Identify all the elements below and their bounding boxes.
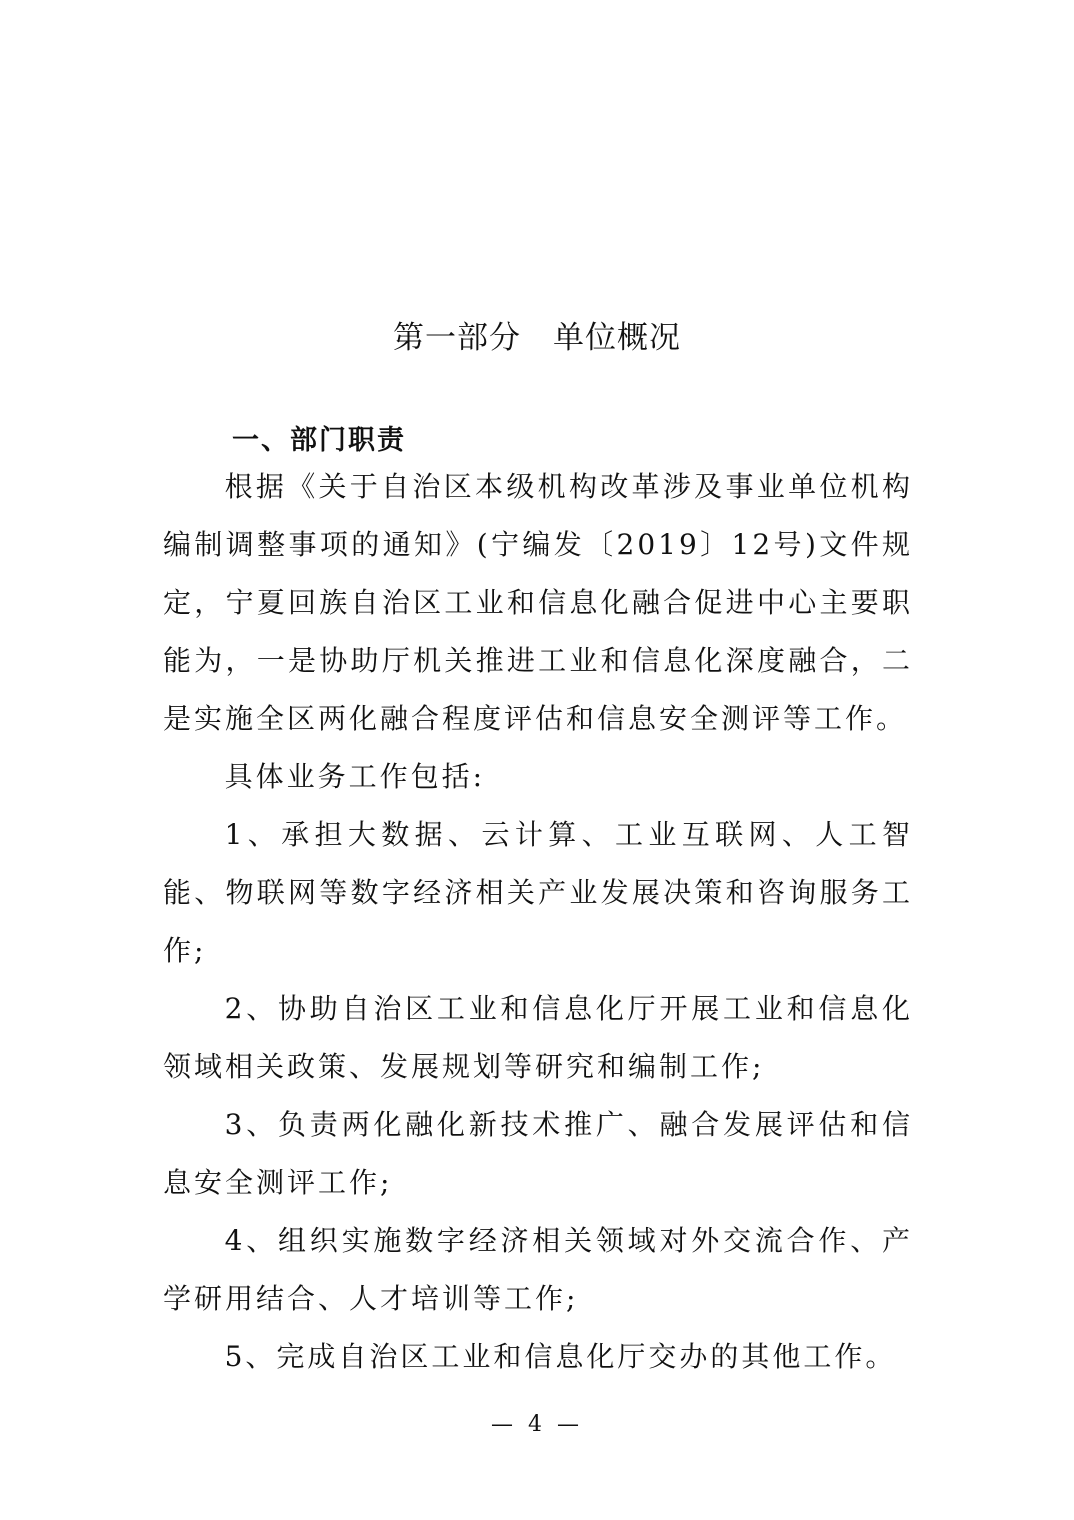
list-item-3: 3、负责两化融化新技术推广、融合发展评估和信息安全测评工作; [163,1108,913,1199]
section-heading: 一、部门职责 [232,425,406,456]
page-title: 第一部分 单位概况 [393,320,681,356]
page-number: — 4 — [491,1412,583,1437]
list-item-2: 2、协助自治区工业和信息化厅开展工业和信息化领域相关政策、发展规划等研究和编制工作; [163,992,913,1083]
list-item-1: 1、承担大数据、云计算、工业互联网、人工智能、物联网等数字经济相关产业发展决策和咨询服务工作; [163,818,913,967]
list-item-4: 4、组织实施数字经济相关领域对外交流合作、产学研用结合、人才培训等工作; [163,1224,913,1315]
body-text [163,458,913,1386]
list-item-5: 5、完成自治区工业和信息化厅交办的其他工作。 [224,1340,897,1373]
paragraph-business-intro: 具体业务工作包括: [224,760,486,793]
paragraph-intro: 根据《关于自治区本级机构改革涉及事业单位机构编制调整事项的通知》(宁编发〔2019〕12号)文件规定，宁夏回族自治区工业和信息化融合促进中心主要职能为，一是协助厅机关推进工业和信息化深度融合，二是实施全区两化融合程度评估和信息安全测评等工作。 [163,470,913,735]
